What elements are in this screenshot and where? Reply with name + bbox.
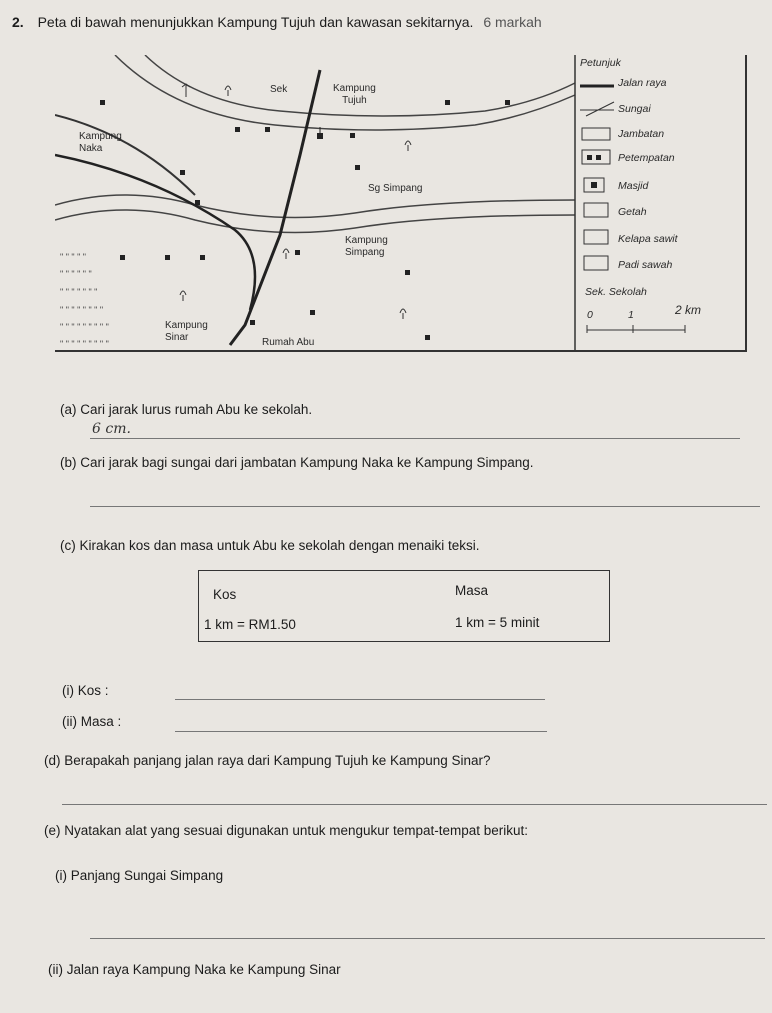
part-b-text: Cari jarak bagi sungai dari jambatan Kampung Naka ke Kampung Simpang.: [80, 455, 534, 470]
part-c-i: (i) Kos :: [62, 683, 109, 698]
part-c-label: (c): [60, 538, 76, 553]
answer-line-e-i: [90, 938, 765, 939]
part-c-text: Kirakan kos dan masa untuk Abu ke sekolah dengan menaiki teksi.: [79, 538, 480, 553]
legend-getah: Getah: [618, 206, 647, 218]
label-sg-simpang: Sg Simpang: [368, 183, 423, 194]
answer-line-a: [90, 438, 740, 439]
svg-text:" " " " " " " " ": " " " " " " " " ": [60, 322, 109, 332]
table-value-kos: 1 km = RM1.50: [204, 617, 296, 632]
scale-2: 2 km: [675, 303, 702, 317]
legend-symbols: [578, 70, 618, 280]
scale-bar: [585, 322, 695, 334]
part-c: [60, 538, 480, 553]
part-e-ii: (ii) Jalan raya Kampung Naka ke Kampung Sinar: [48, 962, 341, 977]
river-simpang-bank: [55, 210, 575, 233]
label-kampung-sinar: Kampung Sinar: [165, 320, 208, 343]
legend-kelapa-sawit: Kelapa sawit: [618, 233, 678, 245]
part-a-label: (a): [60, 402, 77, 417]
marks-note: 6 markah: [483, 14, 542, 30]
part-d: [44, 753, 491, 768]
svg-text:" " " " " " " " ": " " " " " " " " ": [60, 339, 109, 349]
label-kampung-naka: Kampung Naka: [79, 131, 122, 154]
question-number: 2.: [12, 14, 24, 30]
svg-text:" " " " ": " " " " ": [60, 252, 86, 262]
label-sek: Sek: [270, 84, 288, 95]
label-rumah-abu: Rumah Abu: [262, 337, 315, 348]
part-e: [44, 823, 528, 838]
map-drawing: [55, 55, 745, 350]
legend-jalan-raya: Jalan raya: [618, 77, 667, 89]
part-d-label: (d): [44, 753, 61, 768]
getah-marks: [180, 86, 411, 319]
part-b-label: (b): [60, 455, 77, 470]
part-a: [60, 402, 312, 417]
question-title: [12, 14, 762, 30]
svg-text:" " " " " " ": " " " " " " ": [60, 287, 98, 297]
table-value-masa: 1 km = 5 minit: [455, 615, 540, 630]
main-road: [230, 70, 320, 345]
road-naka: [55, 115, 195, 195]
legend-sungai: Sungai: [618, 103, 651, 115]
kelapa-sawit-marks: [182, 84, 190, 97]
answer-line-d: [62, 804, 767, 805]
legend-padi-sawah: Padi sawah: [618, 259, 673, 271]
legend-sekolah: Sek. Sekolah: [585, 286, 647, 298]
label-kampung-tujuh: Kampung Tujuh: [333, 83, 376, 106]
scale-0: 0: [587, 309, 593, 321]
part-c-ii: (ii) Masa :: [62, 714, 122, 729]
legend-masjid: Masjid: [618, 180, 649, 192]
legend-petempatan: Petempatan: [618, 152, 675, 164]
answer-line-c-i: [175, 699, 545, 700]
part-e-label: (e): [44, 823, 61, 838]
question-text: Peta di bawah menunjukkan Kampung Tujuh dan kawasan sekitarnya.: [37, 14, 474, 30]
answer-line-b: [90, 506, 760, 507]
svg-text:" " " " " " " ": " " " " " " " ": [60, 305, 104, 315]
part-a-answer[interactable]: 6 cm.: [92, 421, 131, 437]
river-simpang: [55, 195, 575, 218]
padi-sawah-area: [60, 252, 109, 349]
part-b: [60, 455, 534, 470]
scale-1: 1: [628, 309, 634, 321]
kos-masa-table: [198, 570, 610, 642]
legend-jambatan: Jambatan: [618, 128, 665, 140]
table-header-masa: Masa: [455, 583, 489, 598]
answer-line-c-ii: [175, 731, 547, 732]
part-d-text: Berapakah panjang jalan raya dari Kampung Tujuh ke Kampung Sinar?: [64, 753, 491, 768]
label-kampung-simpang: Kampung Simpang: [345, 235, 388, 258]
table-header-kos: Kos: [213, 587, 237, 602]
part-e-text: Nyatakan alat yang sesuai digunakan untuk mengukur tempat-tempat berikut:: [64, 823, 529, 838]
part-e-i: (i) Panjang Sungai Simpang: [55, 868, 224, 883]
part-a-text: Cari jarak lurus rumah Abu ke sekolah.: [80, 402, 313, 417]
legend-title: Petunjuk: [580, 57, 621, 69]
svg-text:" " " " " ": " " " " " ": [60, 269, 92, 279]
